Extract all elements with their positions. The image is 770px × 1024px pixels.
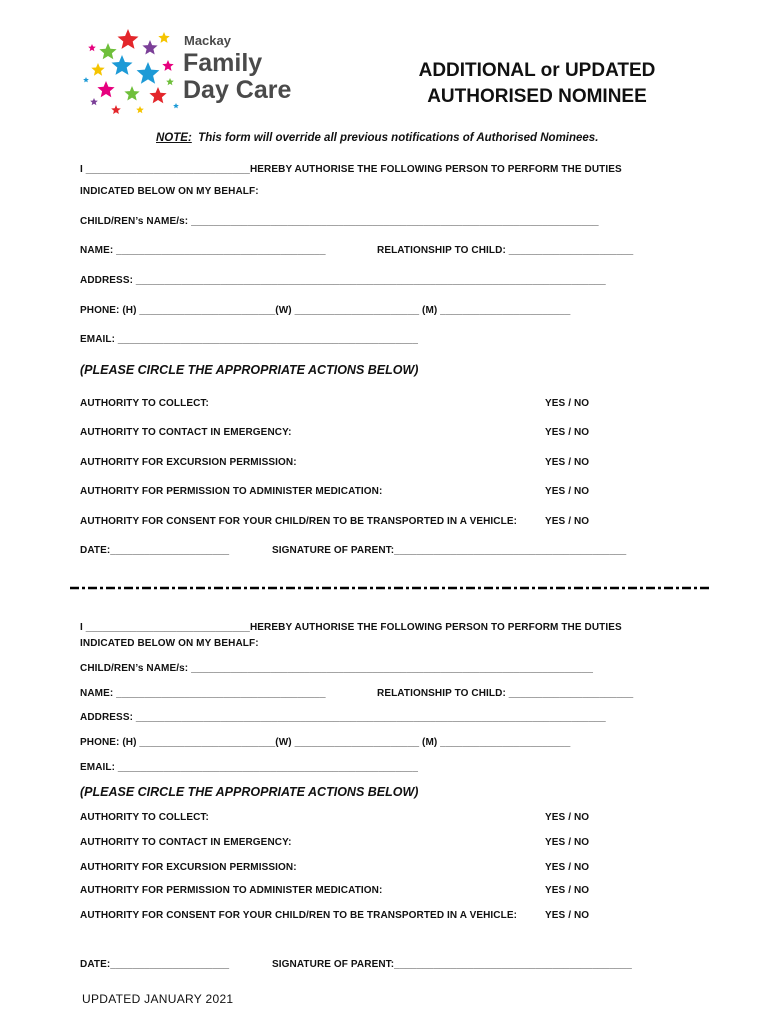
form1-address-field[interactable]: ADDRESS: ___________________________________________________________________________________ <box>80 275 606 286</box>
form2-action-answer[interactable]: YES / NO <box>545 910 590 921</box>
form2-actions-heading: (PLEASE CIRCLE THE APPROPRIATE ACTIONS BELOW) <box>80 785 419 799</box>
form2-action-answer[interactable]: YES / NO <box>545 862 590 873</box>
note-text: This form will override all previous notifications of Authorised Nominees. <box>198 132 599 144</box>
form1-action-label: AUTHORITY FOR EXCURSION PERMISSION: <box>80 457 297 468</box>
form1-signature-field[interactable]: SIGNATURE OF PARENT:_________________________________________ <box>272 545 627 556</box>
star-icon <box>162 60 173 71</box>
form1-phone-field[interactable]: PHONE: (H) ________________________(W) ______________________ (M) _______________________ <box>80 305 571 316</box>
form2-behalf-line: INDICATED BELOW ON MY BEHALF: <box>80 638 259 649</box>
form2-phone-field[interactable]: PHONE: (H) ________________________(W) ______________________ (M) _______________________ <box>80 737 571 748</box>
star-icon <box>90 98 98 105</box>
stars-logo-icon <box>80 18 320 118</box>
cut-line <box>70 583 712 593</box>
star-icon <box>158 32 169 43</box>
logo-line-3: Day Care <box>183 76 292 104</box>
note-label: NOTE: <box>156 132 192 144</box>
form2-relationship-field[interactable]: RELATIONSHIP TO CHILD: ______________________ <box>377 688 634 699</box>
star-icon <box>142 40 157 55</box>
form1-action-answer[interactable]: YES / NO <box>545 486 590 497</box>
form1-behalf-line: INDICATED BELOW ON MY BEHALF: <box>80 186 259 197</box>
star-icon <box>83 77 89 82</box>
form1-action-answer[interactable]: YES / NO <box>545 398 590 409</box>
star-icon <box>112 55 133 75</box>
mackay-family-day-care-logo <box>80 18 320 118</box>
form2-name-field[interactable]: NAME: _____________________________________ <box>80 688 326 699</box>
form1-action-label: AUTHORITY TO CONTACT IN EMERGENCY: <box>80 427 292 438</box>
title-line-2: AUTHORISED NOMINEE <box>427 86 647 107</box>
form2-email-field[interactable]: EMAIL: _____________________________________________________ <box>80 762 418 773</box>
form1-children-field[interactable]: CHILD/REN’s NAME/s: ________________________________________________________________________ <box>80 216 599 227</box>
star-icon <box>166 78 174 85</box>
form2-address-field[interactable]: ADDRESS: ___________________________________________________________________________________ <box>80 712 606 723</box>
form1-action-label: AUTHORITY FOR PERMISSION TO ADMINISTER MEDICATION: <box>80 486 383 497</box>
form2-action-label: AUTHORITY TO CONTACT IN EMERGENCY: <box>80 837 292 848</box>
form2-signature-field[interactable]: SIGNATURE OF PARENT:__________________________________________ <box>272 959 632 970</box>
form2-action-label: AUTHORITY FOR PERMISSION TO ADMINISTER MEDICATION: <box>80 885 383 896</box>
form2-action-answer[interactable]: YES / NO <box>545 885 590 896</box>
star-icon <box>136 106 144 113</box>
form2-action-answer[interactable]: YES / NO <box>545 812 590 823</box>
form1-action-answer[interactable]: YES / NO <box>545 516 590 527</box>
star-icon <box>149 87 166 103</box>
form2-action-label: AUTHORITY TO COLLECT: <box>80 812 209 823</box>
star-icon <box>97 81 114 97</box>
form1-action-label: AUTHORITY TO COLLECT: <box>80 398 209 409</box>
star-icon <box>137 62 160 84</box>
updated-date-footer: UPDATED JANUARY 2021 <box>82 992 234 1006</box>
form-title <box>397 58 677 110</box>
star-icon <box>124 86 139 101</box>
form2-action-label: AUTHORITY FOR CONSENT FOR YOUR CHILD/REN TO BE TRANSPORTED IN A VEHICLE: <box>80 910 518 921</box>
form2-children-field[interactable]: CHILD/REN’s NAME/s: _______________________________________________________________________ <box>80 663 594 674</box>
form1-date-field[interactable]: DATE:_____________________ <box>80 545 230 556</box>
logo-line-1: Mackay <box>184 33 231 48</box>
form1-authorise-line[interactable]: I _____________________________HEREBY AUTHORISE THE FOLLOWING PERSON TO PERFORM THE DUTIES <box>80 164 622 175</box>
star-icon <box>111 105 121 114</box>
title-line-1: ADDITIONAL or UPDATED <box>418 60 656 81</box>
form2-authorise-line[interactable]: I _____________________________HEREBY AUTHORISE THE FOLLOWING PERSON TO PERFORM THE DUTIES <box>80 622 622 633</box>
form1-name-field[interactable]: NAME: _____________________________________ <box>80 245 326 256</box>
form1-actions-heading: (PLEASE CIRCLE THE APPROPRIATE ACTIONS BELOW) <box>80 363 419 377</box>
logo-line-2: Family <box>183 49 263 77</box>
star-icon <box>91 63 104 76</box>
form2-action-answer[interactable]: YES / NO <box>545 837 590 848</box>
form2-date-field[interactable]: DATE:_____________________ <box>80 959 230 970</box>
star-icon <box>118 29 139 49</box>
star-icon <box>99 43 116 59</box>
form1-relationship-field[interactable]: RELATIONSHIP TO CHILD: ______________________ <box>377 245 634 256</box>
form1-action-label: AUTHORITY FOR CONSENT FOR YOUR CHILD/REN TO BE TRANSPORTED IN A VEHICLE: <box>80 516 518 527</box>
star-icon <box>173 103 179 108</box>
note <box>156 132 598 144</box>
form1-action-answer[interactable]: YES / NO <box>545 457 590 468</box>
form1-email-field[interactable]: EMAIL: _____________________________________________________ <box>80 334 418 345</box>
star-icon <box>88 44 96 51</box>
form1-action-answer[interactable]: YES / NO <box>545 427 590 438</box>
form2-action-label: AUTHORITY FOR EXCURSION PERMISSION: <box>80 862 297 873</box>
